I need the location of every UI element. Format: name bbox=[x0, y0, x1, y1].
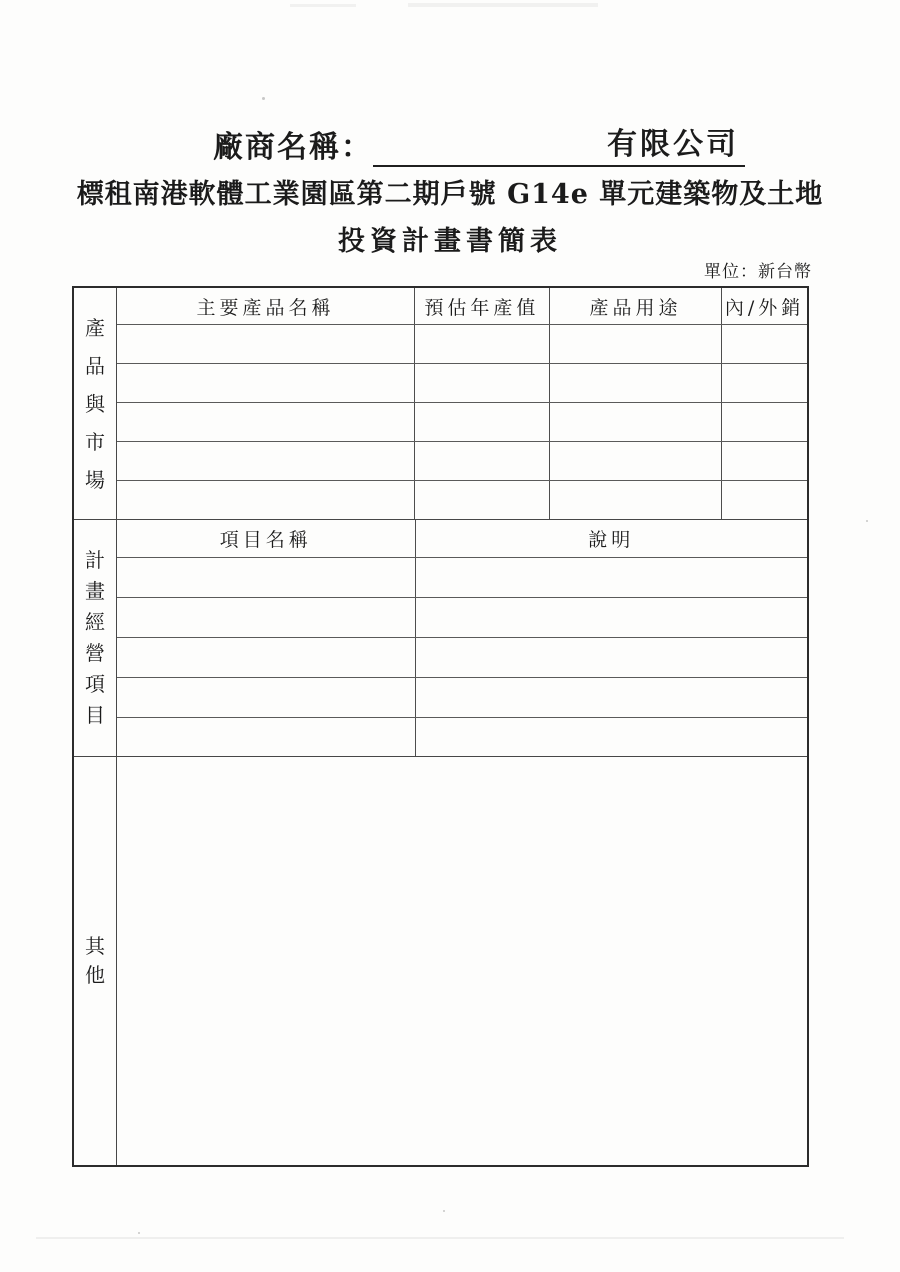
products-empty-row bbox=[117, 403, 807, 442]
empty-cell bbox=[550, 442, 723, 480]
scan-speck bbox=[262, 97, 265, 100]
empty-cell bbox=[722, 481, 807, 519]
empty-cell bbox=[722, 442, 807, 480]
empty-cell bbox=[117, 481, 415, 519]
vertical-label-planned-business-items: 計畫經營項目 bbox=[85, 548, 105, 727]
empty-cell bbox=[416, 718, 807, 756]
products-empty-row bbox=[117, 442, 807, 481]
vertical-label-other: 其他 bbox=[85, 934, 105, 987]
empty-cell bbox=[117, 757, 807, 1165]
empty-cell bbox=[722, 364, 807, 402]
empty-cell bbox=[550, 403, 723, 441]
items-empty-row bbox=[117, 638, 807, 678]
empty-cell bbox=[416, 558, 807, 597]
vendor-name-blank-field: 有限公司 bbox=[373, 126, 745, 167]
products-empty-row bbox=[117, 325, 807, 364]
empty-cell bbox=[550, 364, 723, 402]
currency-unit-note: 單位：新台幣 bbox=[704, 262, 812, 282]
empty-cell bbox=[550, 481, 723, 519]
empty-cell bbox=[117, 678, 416, 717]
scan-artifact-line bbox=[36, 1237, 844, 1239]
header-estimated-annual-output-value: 預估年產值 bbox=[415, 288, 550, 324]
scan-smudge bbox=[290, 4, 356, 7]
vendor-name-label: 廠商名稱： bbox=[213, 130, 373, 165]
scan-speck bbox=[443, 1210, 445, 1212]
products-empty-row bbox=[117, 481, 807, 519]
empty-cell bbox=[117, 403, 415, 441]
vertical-label-products-and-market: 產品與市場 bbox=[85, 315, 105, 492]
form-title-line2: 投資計畫書簡表 bbox=[338, 226, 562, 257]
section-other bbox=[74, 756, 807, 1165]
empty-cell bbox=[415, 403, 550, 441]
form-table bbox=[72, 286, 809, 1167]
scan-speck bbox=[138, 1232, 140, 1234]
header-main-product-name: 主要產品名稱 bbox=[117, 288, 415, 324]
items-empty-row bbox=[117, 598, 807, 638]
empty-cell bbox=[415, 325, 550, 363]
scan-speck bbox=[866, 520, 868, 522]
section-planned-business-items bbox=[74, 519, 807, 756]
empty-cell bbox=[117, 718, 416, 756]
empty-cell bbox=[117, 638, 416, 677]
section-planned-business-items-content bbox=[117, 520, 807, 756]
header-item-name: 項目名稱 bbox=[117, 520, 416, 557]
header-product-use: 產品用途 bbox=[550, 288, 723, 324]
empty-cell bbox=[117, 325, 415, 363]
section-planned-business-items-label-cell bbox=[74, 520, 117, 756]
empty-cell bbox=[117, 442, 415, 480]
empty-cell bbox=[117, 598, 416, 637]
section-products-and-market bbox=[74, 288, 807, 519]
header-domestic-export-sales: 內/外銷 bbox=[724, 296, 805, 319]
items-header-row bbox=[117, 520, 807, 558]
empty-cell bbox=[415, 442, 550, 480]
empty-cell bbox=[117, 364, 415, 402]
section-products-and-market-label-cell bbox=[74, 288, 117, 519]
empty-cell bbox=[416, 638, 807, 677]
empty-cell bbox=[416, 598, 807, 637]
products-header-row bbox=[117, 288, 807, 325]
section-other-content bbox=[117, 757, 807, 1165]
items-empty-row bbox=[117, 678, 807, 718]
empty-cell bbox=[415, 481, 550, 519]
empty-cell bbox=[550, 325, 723, 363]
form-title-line1: 標租南港軟體工業園區第二期戶號 G14e 單元建築物及土地 bbox=[76, 179, 824, 210]
empty-cell bbox=[416, 678, 807, 717]
scan-smudge bbox=[408, 3, 598, 7]
products-empty-row bbox=[117, 364, 807, 403]
section-products-and-market-content bbox=[117, 288, 807, 519]
section-other-label-cell bbox=[74, 757, 117, 1165]
items-empty-row bbox=[117, 558, 807, 598]
vendor-name-line bbox=[213, 126, 745, 167]
header-description: 說明 bbox=[588, 529, 635, 551]
empty-cell bbox=[722, 403, 807, 441]
empty-cell bbox=[722, 325, 807, 363]
empty-cell bbox=[117, 558, 416, 597]
items-empty-row bbox=[117, 718, 807, 756]
empty-cell bbox=[415, 364, 550, 402]
